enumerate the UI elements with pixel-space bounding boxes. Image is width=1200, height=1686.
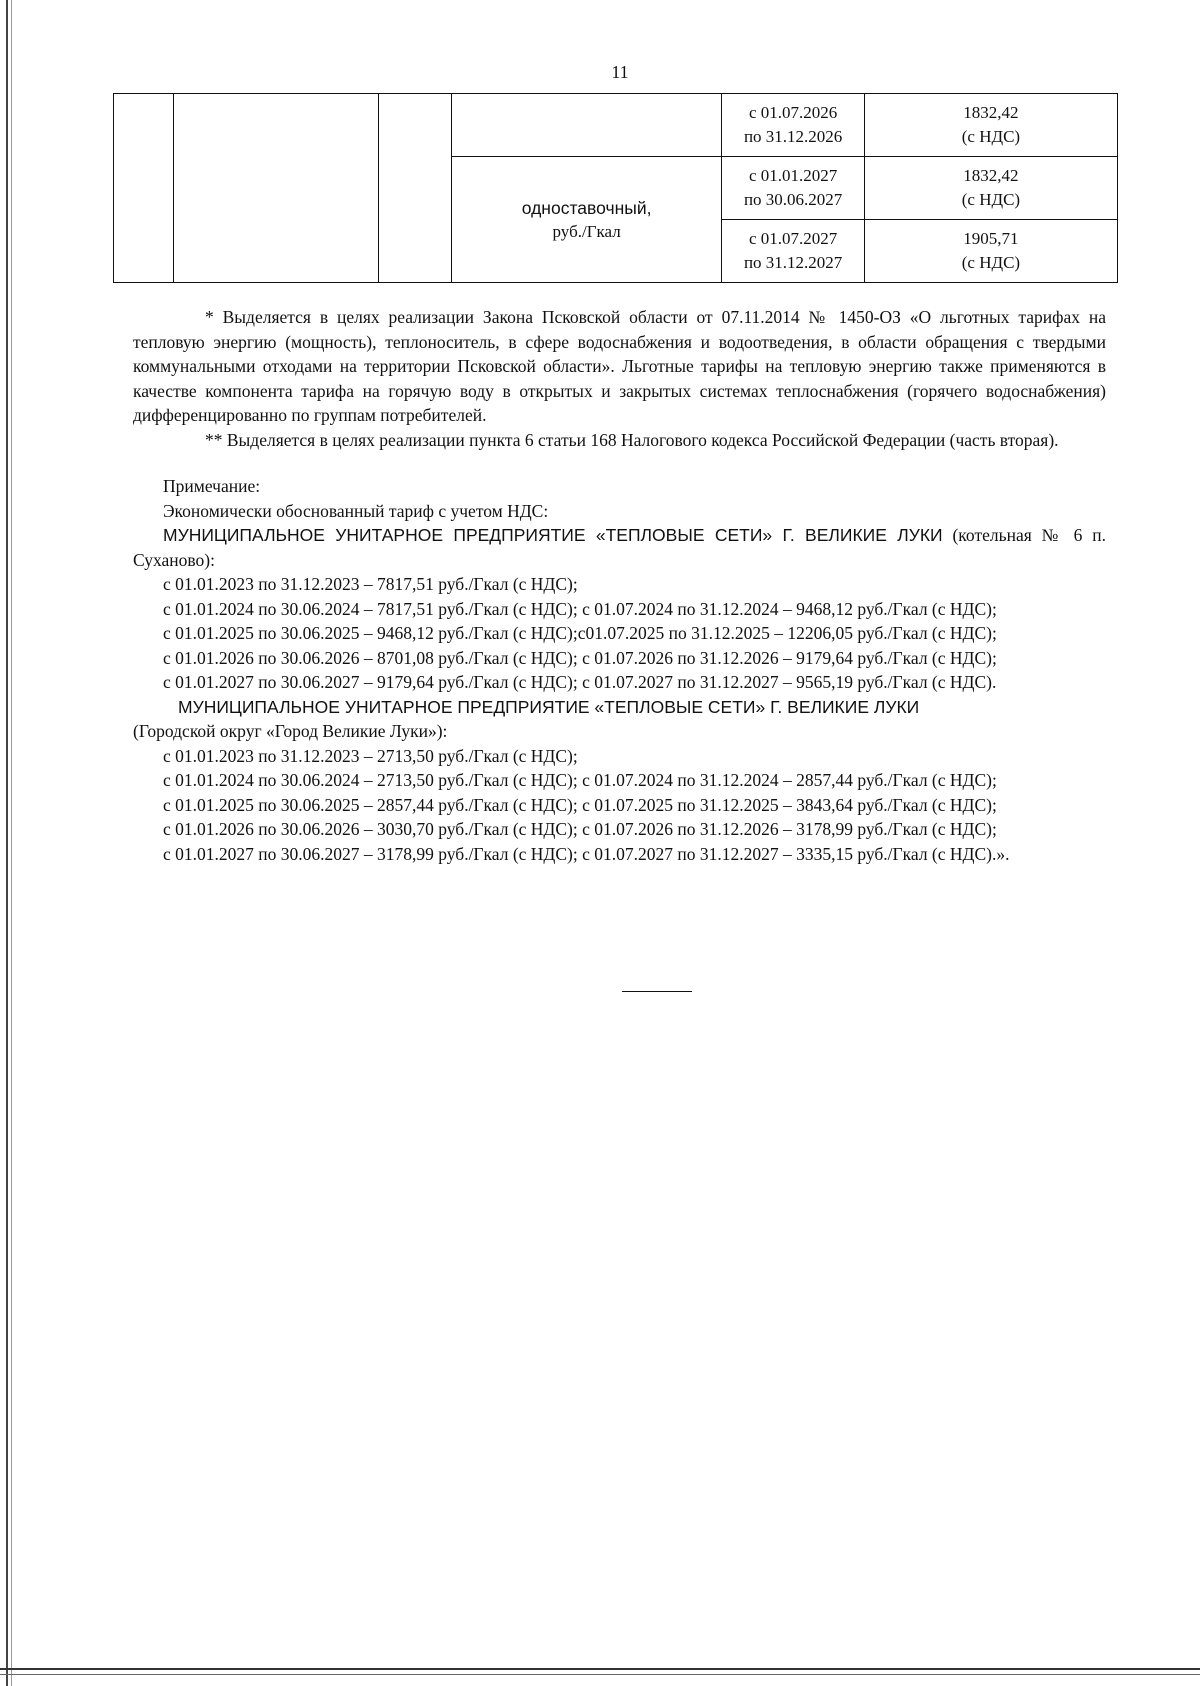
org2-line: с 01.01.2023 по 31.12.2023 – 2713,50 руб./Гкал (с НДС);	[163, 745, 578, 766]
tariff-table	[113, 93, 1118, 283]
vat-note: (с НДС)	[961, 253, 1021, 272]
table-cell-empty	[114, 94, 174, 283]
org1-line: с 01.01.2024 по 30.06.2024 – 7817,51 руб./Гкал (с НДС); с 01.07.2024 по 31.12.2024 – 9468,12 руб./Гкал (с НДС);	[163, 598, 997, 619]
period-to: по 31.12.2027	[743, 253, 843, 272]
table-cell-value	[864, 220, 1117, 283]
tariff-type-unit: руб./Гкал	[552, 221, 621, 241]
org2-line: с 01.01.2027 по 30.06.2027 – 3178,99 руб./Гкал (с НДС); с 01.07.2027 по 31.12.2027 – 3335,15 руб./Гкал (с НДС).».	[163, 843, 1010, 864]
org1-line: с 01.01.2025 по 30.06.2025 – 9468,12 руб./Гкал (с НДС);с01.07.2025 по 31.12.2025 – 12206,05 руб./Гкал (с НДС);	[163, 623, 997, 643]
period-from: с 01.07.2027	[748, 229, 838, 248]
org1-line: с 01.01.2027 по 30.06.2027 – 9179,64 руб./Гкал (с НДС); с 01.07.2027 по 31.12.2027 – 9565,19 руб./Гкал (с НДС).	[163, 672, 997, 692]
tariff-value: 1905,71	[963, 229, 1019, 248]
vat-note: (с НДС)	[961, 127, 1021, 146]
table-cell-value	[864, 94, 1117, 157]
table-cell-empty	[451, 94, 722, 157]
end-rule	[622, 991, 692, 992]
tariff-type-line: одноставочный,	[521, 197, 652, 218]
org1-line: с 01.01.2026 по 30.06.2026 – 8701,08 руб./Гкал (с НДС); с 01.07.2026 по 31.12.2026 – 9179,64 руб./Гкал (с НДС);	[163, 647, 997, 668]
period-to: по 31.12.2026	[743, 127, 843, 146]
org1-line: с 01.01.2023 по 31.12.2023 – 7817,51 руб./Гкал (с НДС);	[163, 574, 578, 594]
table-cell-period	[722, 220, 864, 283]
table-cell-tariff-type	[451, 157, 722, 283]
document-body	[133, 305, 1106, 866]
tariff-value: 1832,42	[963, 166, 1019, 185]
org2-line: с 01.01.2025 по 30.06.2025 – 2857,44 руб./Гкал (с НДС); с 01.07.2025 по 31.12.2025 – 3843,64 руб./Гкал (с НДС);	[163, 794, 997, 815]
org2-line: с 01.01.2024 по 30.06.2024 – 2713,50 руб./Гкал (с НДС); с 01.07.2024 по 31.12.2024 – 2857,44 руб./Гкал (с НДС);	[163, 770, 997, 790]
tariff-value: 1832,42	[963, 103, 1019, 122]
note-title: Примечание:	[163, 476, 261, 496]
org1-name: МУНИЦИПАЛЬНОЕ УНИТАРНОЕ ПРЕДПРИЯТИЕ «ТЕПЛОВЫЕ СЕТИ» Г. ВЕЛИКИЕ ЛУКИ	[163, 525, 943, 545]
org2-heading	[133, 695, 1106, 720]
table-row	[114, 94, 1118, 157]
scan-edge-bottom-inner	[0, 1674, 1200, 1675]
period-from: с 01.01.2027	[748, 166, 838, 185]
period-to: по 30.06.2027	[743, 190, 843, 209]
table-cell-value	[864, 157, 1117, 220]
org2-heading-tail: (Городской округ «Город Великие Луки»):	[133, 721, 448, 741]
page-number: 11	[611, 62, 629, 82]
org2-line: с 01.01.2026 по 30.06.2026 – 3030,70 руб./Гкал (с НДС); с 01.07.2026 по 31.12.2026 – 3178,99 руб./Гкал (с НДС);	[163, 819, 997, 839]
period-from: с 01.07.2026	[748, 103, 838, 122]
org2-name: МУНИЦИПАЛЬНОЕ УНИТАРНОЕ ПРЕДПРИЯТИЕ «ТЕПЛОВЫЕ СЕТИ» Г. ВЕЛИКИЕ ЛУКИ	[178, 696, 920, 717]
org1-heading-tail: (котельная № 6 п. Суханово):	[133, 525, 1106, 570]
footnote-1: * Выделяется в целях реализации Закона Псковской области от 07.11.2014 № 1450-ОЗ «О льготных тарифах на тепловую энергию (мощность), теплоноситель, в сфере водоснабжения и водоотведения, в области обращения с твердыми коммунальными отходами на территории Псковской области». Льготные тарифы на тепловую энергию также применяются в качестве компонента тарифа на горячую воду в открытых и закрытых системах теплоснабжения (горячего водоснабжения) дифференцированно по группам потребителей.	[133, 307, 1106, 425]
scan-edge-left-inner	[11, 0, 12, 1686]
footnote-2: ** Выделяется в целях реализации пункта 6 статьи 168 Налогового кодекса Российской Федерации (часть вторая).	[205, 429, 1059, 450]
scan-edge-left	[6, 0, 8, 1686]
table-cell-period	[722, 94, 864, 157]
table-cell-period	[722, 157, 864, 220]
vat-note: (с НДС)	[961, 190, 1021, 209]
note-subtitle: Экономически обоснованный тариф с учетом НДС:	[163, 500, 549, 521]
table-cell-empty	[379, 94, 451, 283]
org1-heading	[133, 523, 1106, 572]
table-cell-empty	[174, 94, 379, 283]
scan-edge-bottom	[0, 1668, 1200, 1670]
